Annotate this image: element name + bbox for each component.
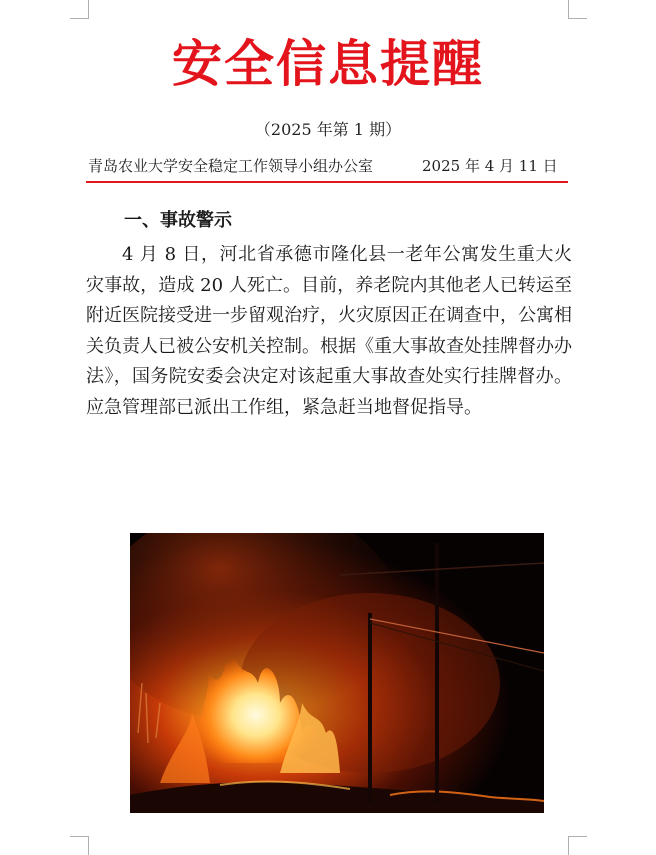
crop-mark-top-left: [70, 0, 89, 19]
issue-date: 2025 年 4 月 11 日: [422, 157, 558, 175]
issuing-office: 青岛农业大学安全稳定工作领导小组办公室: [88, 157, 374, 175]
fire-photo: [130, 533, 544, 813]
section-heading: 一、事故警示: [124, 210, 232, 231]
body-paragraph: 4 月 8 日，河北省承德市隆化县一老年公寓发生重大火灾事故，造成 20 人死亡。目前，养老院内其他老人已转运至附近医院接受进一步留观治疗，火灾原因正在调查中，公寓相关负责人已被公安机关控制。根据《重大事故查处挂牌督办办法》，国务院安委会决定对该起重大事故查处实行挂牌督办。应急管理部已派出工作组，紧急赶当地督促指导。: [86, 244, 572, 418]
document-title: 安全信息提醒: [172, 34, 484, 93]
crop-mark-bottom-left: [70, 836, 89, 855]
header-red-rule: [86, 181, 568, 183]
crop-mark-bottom-right: [568, 836, 587, 855]
issue-number: （2025 年第 1 期）: [254, 120, 402, 139]
crop-mark-top-right: [568, 0, 587, 19]
fire-photo-illustration: [130, 533, 544, 813]
